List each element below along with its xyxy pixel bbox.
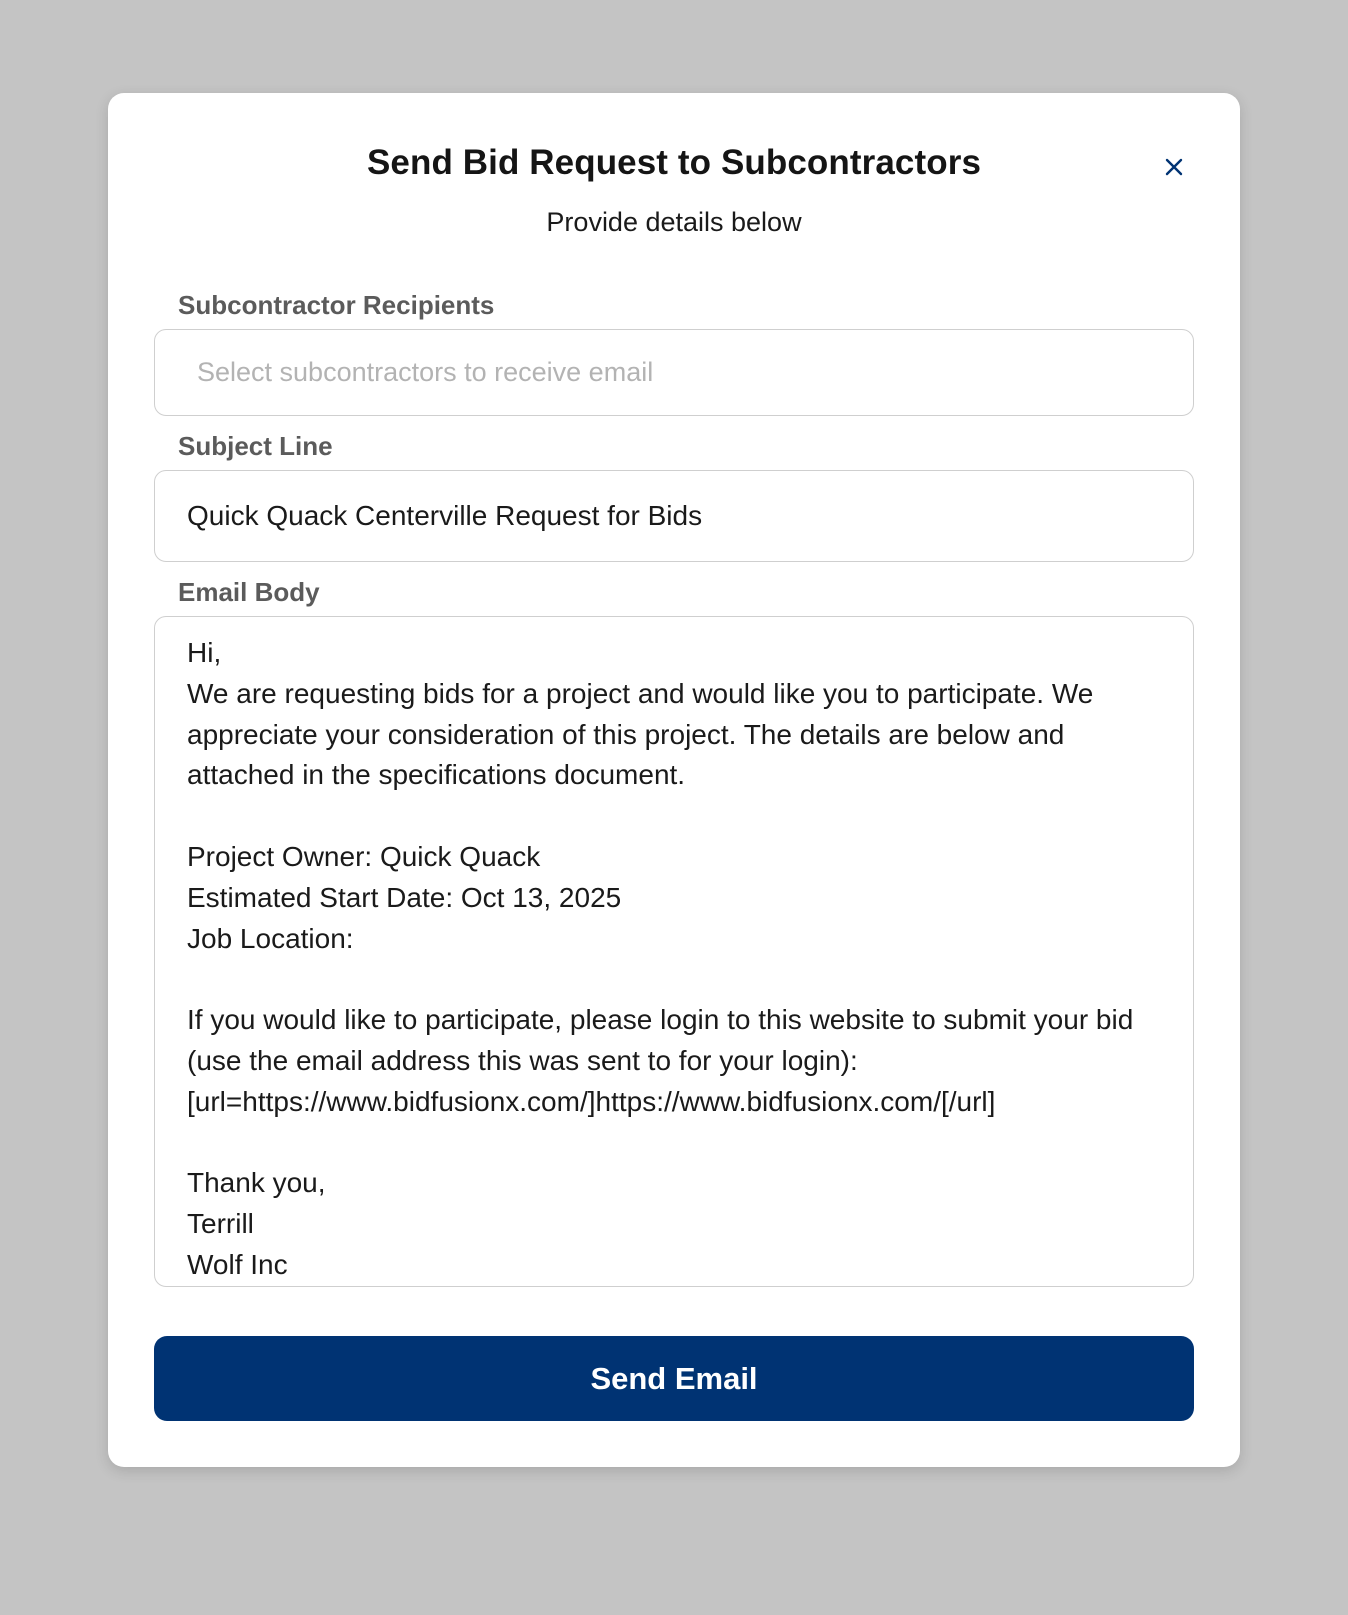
- recipients-label: Subcontractor Recipients: [178, 290, 495, 320]
- modal-subtitle: Provide details below: [546, 207, 802, 237]
- close-icon: [1164, 157, 1184, 177]
- subject-value: Quick Quack Centerville Request for Bids: [187, 500, 703, 531]
- recipients-placeholder: Select subcontractors to receive email: [197, 357, 654, 387]
- subject-input[interactable]: [154, 470, 1194, 562]
- send-bid-request-modal: [108, 93, 1240, 1467]
- email-body-label: Email Body: [178, 577, 320, 607]
- recipients-select[interactable]: [154, 329, 1194, 416]
- email-body-textarea[interactable]: Hi, We are requesting bids for a project and would like you to participate. We appreciate your consideration of this project. The details are below and attached in the specifications document. Project Owner: Quick Quack Estimated Start Date: Oct 13, 2025 Job Location: If you would like to participate, please login to this website to submit your bid (use the email address this was sent to for your login): [url=https://www.bidfusionx.com/]https://www.bidfusionx.com/[/url] Thank you, Terrill Wolf Inc: [154, 616, 1194, 1287]
- close-button[interactable]: [1156, 149, 1192, 185]
- send-email-button[interactable]: Send Email: [154, 1336, 1194, 1421]
- modal-title: Send Bid Request to Subcontractors: [366, 143, 982, 182]
- subject-label: Subject Line: [178, 431, 333, 461]
